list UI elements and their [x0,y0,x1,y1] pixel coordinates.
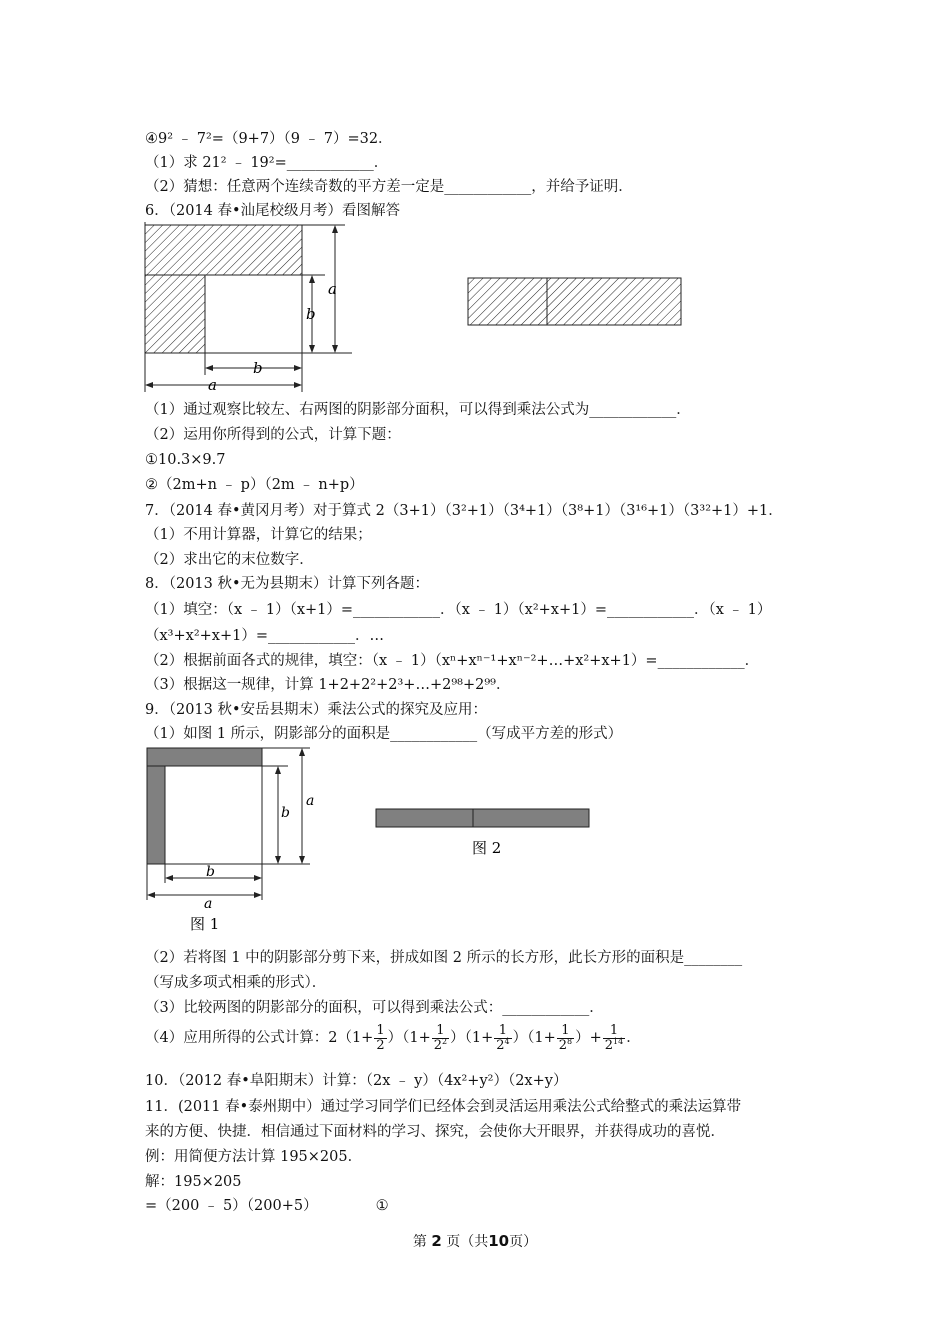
q11-line5-mark: ① [375,1198,389,1214]
q7-part1: （1）不用计算器，计算它的结果； [145,527,372,543]
page-footer: 第 2 页（共10页） [412,1232,538,1250]
q6-label-b-vert: b [306,305,316,323]
q6-label-b-horz: b [253,359,263,377]
fig2-left-shade [376,809,473,827]
q9-part1: （1）如图 1 所示，阴影部分的面积是____________（写成平方差的形式） [145,726,623,742]
q11-title: 11．(2011 春•泰州期中）通过学习同学们已经体会到灵活运用乘法公式给整式的乘法运算带 [145,1099,742,1115]
q8-part1b: （x³+x²+x+1）=____________．… [145,628,384,644]
q6-left-side-hatch [145,275,205,353]
q8-part3: （3）根据这一规律，计算 1+2+2²+2³+…+2⁹⁸+2⁹⁹． [145,677,511,693]
q11-line5-expr: =（200 ﹣ 5）（200+5） [145,1198,318,1214]
q7-part2: （2）求出它的末位数字． [145,552,314,568]
q6-figure [140,222,700,397]
fig1-label-a-horz: a [204,896,213,912]
q11-line4: 解：195×205 [145,1174,242,1190]
q8-part1: （1）填空：（x ﹣ 1）（x+1）=____________．（x ﹣ 1）（x²+x+1）=____________．（x ﹣ 1） [145,602,772,618]
fig2-right-shade [473,809,589,827]
q6-white-square [205,275,302,353]
q9-figure [140,745,610,940]
fraction-4: $\frac{1}{2^8}$ [558,1022,573,1053]
fig1-label-b-vert: b [281,805,290,821]
fig1-side-shade [147,766,165,864]
q8-title: 8．（2013 秋•无为县期末）计算下列各题： [145,576,430,592]
fraction-1: $\frac{1}{2}$ [376,1022,385,1053]
line-4: ④9² ﹣ 7²=（9+7）（9 ﹣ 7）=32． [145,131,393,147]
q6-label-a-vert: a [328,280,337,298]
q11-line3: 例：用简便方法计算 195×205． [145,1149,363,1165]
fig1-white-square [165,766,262,864]
question-2: （2）猜想：任意两个连续奇数的平方差一定是____________，并给予证明． [145,179,633,195]
q9-title: 9．（2013 秋•安岳县期末）乘法公式的探究及应用： [145,702,488,718]
q9-part4-prefix: （4）应用所得的公式计算：2（1+ [145,1030,374,1046]
fig2-caption: 图 2 [472,839,502,857]
q8-part2: （2）根据前面各式的规律，填空：（x ﹣ 1）（xⁿ+xⁿ⁻¹+xⁿ⁻²+…+x²+x+1）=____________． [145,653,760,669]
q11-line2: 来的方便、快捷．相信通过下面材料的学习、探究，会使你大开眼界，并获得成功的喜悦． [145,1124,725,1140]
fig1-caption: 图 1 [190,915,220,933]
q9-part2b: （写成多项式相乘的形式）． [145,975,327,991]
fig1-label-b-horz: b [206,864,215,880]
q10-title: 10．（2012 春•阜阳期末）计算：（2x ﹣ y）（4x²+y²）（2x+y） [145,1073,568,1089]
fig1-top-shade [147,748,262,766]
fraction-3: $\frac{1}{2^4}$ [496,1022,510,1053]
q7-title: 7．（2014 春•黄冈月考）对于算式 2（3+1）（3²+1）（3⁴+1）（3⁸+1）（3¹⁶+1）（3³²+1）+1． [145,503,783,519]
q6-left-top-hatch [145,225,302,275]
q6-label-a-horz: a [208,376,217,394]
q6-right-right-hatch [547,278,681,325]
q9-part2: （2）若将图 1 中的阴影部分剪下来，拼成如图 2 所示的长方形，此长方形的面积是________ [145,950,743,966]
q6-title: 6．（2014 春•汕尾校级月考）看图解答 [145,203,401,219]
question-1: （1）求 21² ﹣ 19²=____________． [145,155,389,171]
q6-right-left-hatch [468,278,547,325]
page-number: 2 [431,1232,442,1250]
fraction-5: $\frac{1}{2^{14}}$ [604,1022,624,1053]
q6-part2: （2）运用你所得到的公式，计算下题： [145,427,401,443]
q6-part2b: ②（2m+n ﹣ p）（2m ﹣ n+p） [145,477,364,493]
q11-line5 [145,1196,389,1216]
q9-part3: （3）比较两图的阴影部分的面积，可以得到乘法公式：____________． [145,1000,604,1016]
q6-part2a: ①10.3×9.7 [145,452,226,468]
fraction-2: $\frac{1}{2^2}$ [433,1022,448,1053]
q9-part4: （4）应用所得的公式计算：2（1+ $\frac{1}{2}$ ）（1+ $\frac{1}{2^2}$ ）（1+ $\frac{1}{2^4}$ ）（1+ $\frac{1}{2^8}$ ）+ $\frac{1}{2^{14}}$ ． [145,1022,641,1053]
fig1-label-a-vert: a [306,793,315,809]
q6-part1: （1）通过观察比较左、右两图的阴影部分面积，可以得到乘法公式为____________． [145,402,691,418]
page-total: 10 [488,1232,510,1250]
